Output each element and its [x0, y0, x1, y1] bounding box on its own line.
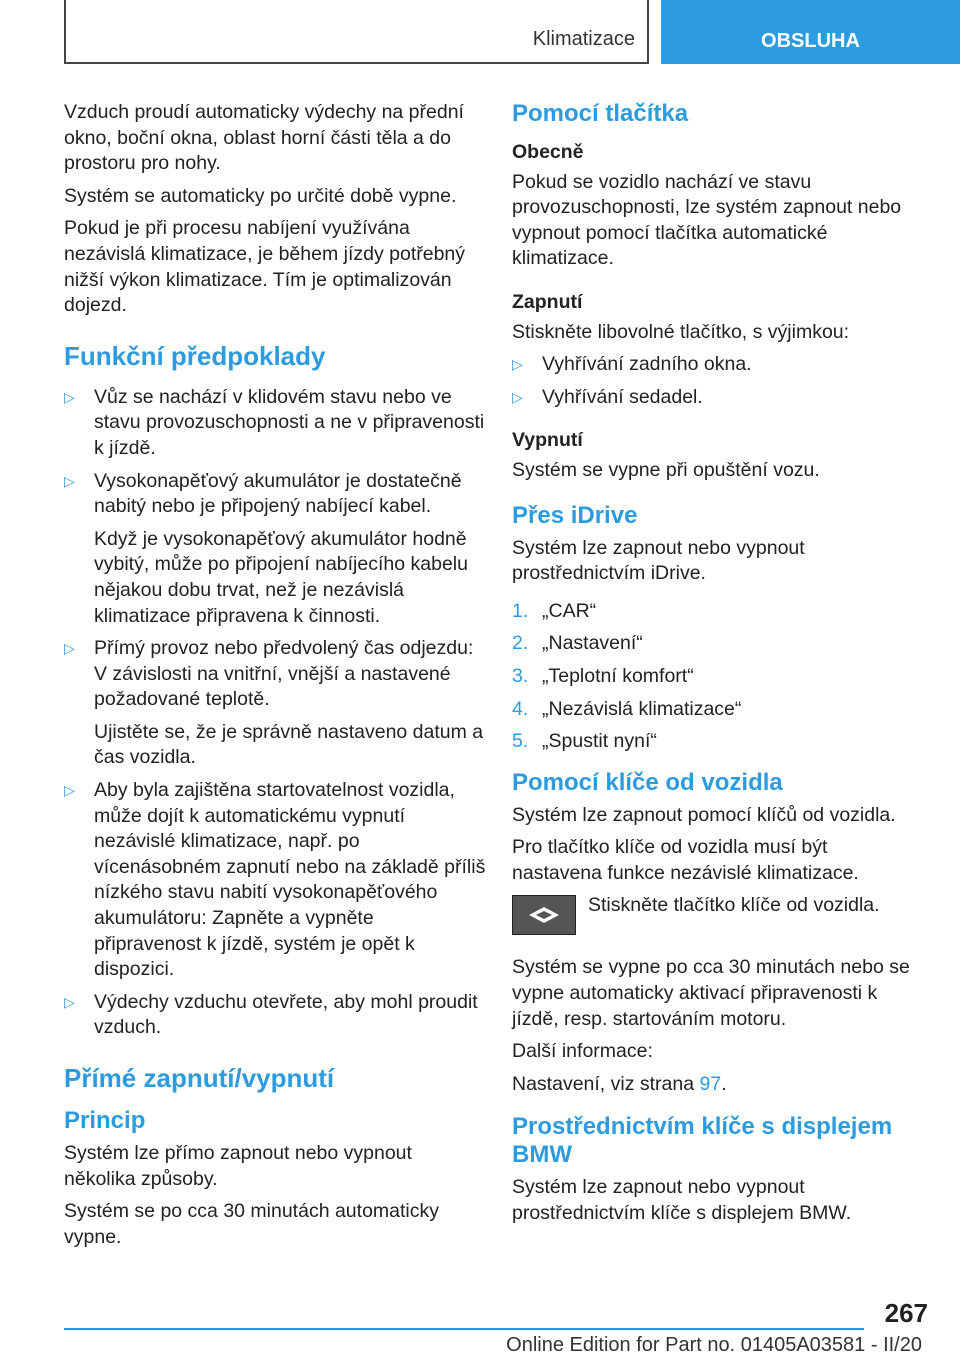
list-item: ▷ Vysokonapěťový akumulátor je dostatečně nabitý nebo je připojený nabíjecí kabel. Když je vysokonapěťový akumulátor hodně vybitý, může po připojení nabíjecího kabelu nějakou dobu trvat, než je nezávislá klimatizace připravena k činnosti.	[64, 469, 468, 627]
heading-switch-on: Zapnutí	[512, 290, 583, 313]
edition-note: Online Edition for Part no. 01405A03581 - II/20	[506, 1334, 922, 1356]
heading-general: Obecně	[512, 141, 584, 163]
chapter-tab	[661, 0, 960, 64]
key-instruction-text: Stiskněte tlačítko klíče od vozidla.	[588, 894, 880, 917]
intro-paragraph-2: Systém se automaticky po určité době vypne.	[64, 184, 457, 207]
triangle-right-icon: ▷	[64, 640, 75, 657]
section-title: Klimatizace	[532, 28, 635, 50]
display-key-paragraph: Systém lze zapnout nebo vypnout prostřednictvím klíče s displejem BMW.	[512, 1176, 852, 1225]
list-item: ▷ Aby byla zajištěna startovatelnost vozidla, může dojít k automatickému vypnutí nezávislé klimatizace, např. po vícenásobném zapnutí nebo na základě příliš nízkého stavu nabití vysokonapěťového akumulátoru: Zapněte a vypněte připravenost k jízdě, systém je opět k dispozici.	[64, 779, 486, 981]
idrive-paragraph: Systém lze zapnout nebo vypnout prostřednictvím iDrive.	[512, 536, 805, 585]
heading-via-button: Pomocí tlačítka	[512, 100, 689, 127]
list-item: 5. „Spustit nyní“	[512, 730, 657, 753]
list-item: ▷ Přímý provoz nebo předvolený čas odjezdu: V závislosti na vnitřní, vnější a nastavené požadované teplotě. Ujistěte se, že je správně nastaveno datum a čas vozidla.	[64, 637, 484, 769]
triangle-right-icon: ▷	[64, 993, 75, 1010]
triangle-right-icon: ▷	[64, 472, 75, 489]
triangle-right-icon: ▷	[512, 356, 523, 373]
key-instruction-row	[512, 893, 922, 941]
exception-list	[512, 352, 922, 410]
list-item: 1. „CAR“	[512, 599, 597, 622]
heading-via-display-key: Prostřednictvím klíče s displejem BMW	[512, 1113, 893, 1169]
intro-paragraph-1: Vzduch proudí automaticky výdechy na přední okno, boční okna, oblast horní části těla a do prostoru pro nohy.	[64, 101, 464, 175]
right-column	[512, 100, 922, 1234]
list-item: 4. „Nezávislá klimatizace“	[512, 697, 742, 720]
key-fob-button-icon	[512, 895, 576, 935]
heading-direct-on-off: Přímé zapnutí/vypnutí	[64, 1063, 335, 1093]
left-column	[64, 100, 486, 1257]
page-link[interactable]: 97	[699, 1072, 722, 1095]
heading-switch-off: Vypnutí	[512, 429, 583, 452]
header-bar	[64, 0, 649, 64]
requirements-list	[64, 385, 486, 1041]
list-item: ▷ Vyhřívání zadního okna.	[512, 352, 922, 378]
switch-off-paragraph: Systém se vypne při opuštění vozu.	[512, 458, 820, 481]
heading-principle: Princip	[64, 1107, 146, 1134]
general-paragraph: Pokud se vozidlo nachází ve stavu provozuschopnosti, lze systém zapnout nebo vypnout pomocí tlačítka automatické klimatizace.	[512, 170, 902, 270]
list-item: 3. „Teplotní komfort“	[512, 664, 694, 687]
page-number: 267	[884, 1298, 928, 1328]
list-item: 2. „Nastavení“	[512, 632, 643, 655]
intro-paragraph-3: Pokud je při procesu nabíjení využívána nezávislá klimatizace, je během jízdy potřebný nižší výkon klimatizace. Tím je optimalizován dojezd.	[64, 217, 466, 317]
heading-requirements: Funkční předpoklady	[64, 340, 326, 371]
footer-divider	[64, 1328, 864, 1330]
switch-on-paragraph: Stiskněte libovolné tlačítko, s výjimkou:	[512, 320, 850, 343]
key-paragraph-2: Pro tlačítko klíče od vozidla musí být nastavena funkce nezávislé klimatizace.	[512, 836, 859, 884]
list-item: ▷ Výdechy vzduchu otevřete, aby mohl proudit vzduch.	[64, 990, 478, 1039]
heading-via-idrive: Přes iDrive	[512, 501, 638, 529]
list-item: ▷ Vyhřívání sedadel.	[512, 385, 922, 411]
triangle-right-icon: ▷	[64, 782, 75, 799]
heading-via-key: Pomocí klíče od vozidla	[512, 768, 783, 796]
idrive-steps	[512, 599, 922, 755]
triangle-right-icon: ▷	[512, 388, 523, 405]
more-info-label: Další informace:	[512, 1040, 653, 1063]
principle-paragraph-2: Systém se po cca 30 minutách automaticky vypne.	[64, 1200, 440, 1248]
principle-paragraph-1: Systém lze přímo zapnout nebo vypnout několika způsoby.	[64, 1142, 412, 1190]
key-paragraph-1: Systém lze zapnout pomocí klíčů od vozidla.	[512, 803, 896, 826]
key-paragraph-3: Systém se vypne po cca 30 minutách nebo se vypne automaticky aktivací připravenosti k jízdě, resp. startováním motoru.	[512, 956, 910, 1030]
chapter-tab-label: OBSLUHA	[761, 30, 860, 52]
settings-reference: Nastavení, viz strana 97.	[512, 1072, 727, 1095]
triangle-right-icon: ▷	[64, 388, 75, 405]
list-item: ▷ Vůz se nachází v klidovém stavu nebo ve stavu provozuschopnosti a ne v připravenosti k jízdě.	[64, 385, 485, 459]
